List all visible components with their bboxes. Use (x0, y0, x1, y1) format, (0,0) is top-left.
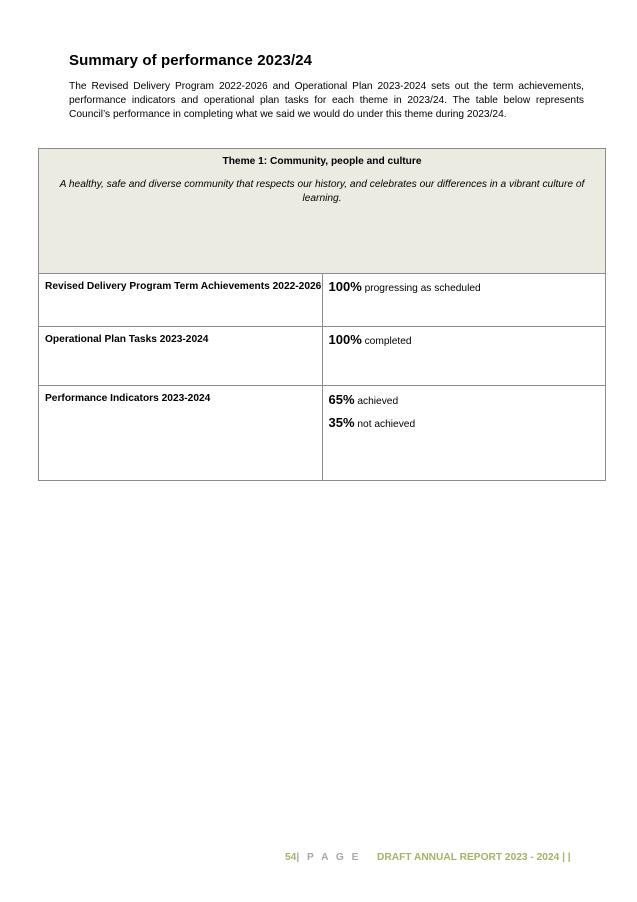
theme-row (39, 149, 606, 274)
row-value-cell (322, 327, 606, 386)
page-separator: | (296, 852, 302, 863)
row-label: Performance Indicators 2023-2024 (45, 393, 211, 404)
footer-page-number (285, 852, 361, 863)
percent-value: 65% (328, 392, 355, 407)
row-label-cell (39, 274, 323, 327)
performance-summary-table (38, 148, 606, 481)
footer-report-title: DRAFT ANNUAL REPORT 2023 - 2024 | | (377, 852, 571, 863)
intro-paragraph: The Revised Delivery Program 2022-2026 and Operational Plan 2023-2024 sets out the term achievements, performance indicators and operational plan tasks for each theme in 2023/24. The table below represents Council’s performance in completing what we said we would do under this theme during 2023/24. (69, 81, 584, 120)
theme-cell (39, 149, 606, 274)
theme-title: Theme 1: Community, people and culture (222, 156, 422, 167)
theme-description: A healthy, safe and diverse community that respects our history, and celebrates our differences in a vibrant culture of learning. (59, 179, 585, 204)
table-row (39, 327, 606, 386)
row-label-cell (39, 327, 323, 386)
row-value-cell (322, 386, 606, 481)
value-line (323, 386, 606, 407)
row-value-cell (322, 274, 606, 327)
percent-value: 35% (328, 415, 355, 430)
value-description: achieved (354, 396, 399, 407)
page-heading: Summary of performance 2023/24 (69, 52, 313, 69)
value-line (323, 407, 606, 430)
page-word: P A G E (301, 852, 361, 863)
table-row (39, 274, 606, 327)
value-line (323, 327, 606, 347)
row-label-cell (39, 386, 323, 481)
row-label: Operational Plan Tasks 2023-2024 (45, 334, 209, 345)
row-label: Revised Delivery Program Term Achievements 2022-2026 (45, 281, 322, 292)
percent-value: 100% (328, 279, 362, 294)
value-description: not achieved (354, 419, 416, 430)
percent-value: 100% (328, 332, 362, 347)
value-description: progressing as scheduled (361, 283, 481, 294)
value-line (323, 274, 606, 294)
table-row (39, 386, 606, 481)
page-number: 54 (285, 852, 297, 863)
value-description: completed (361, 336, 412, 347)
